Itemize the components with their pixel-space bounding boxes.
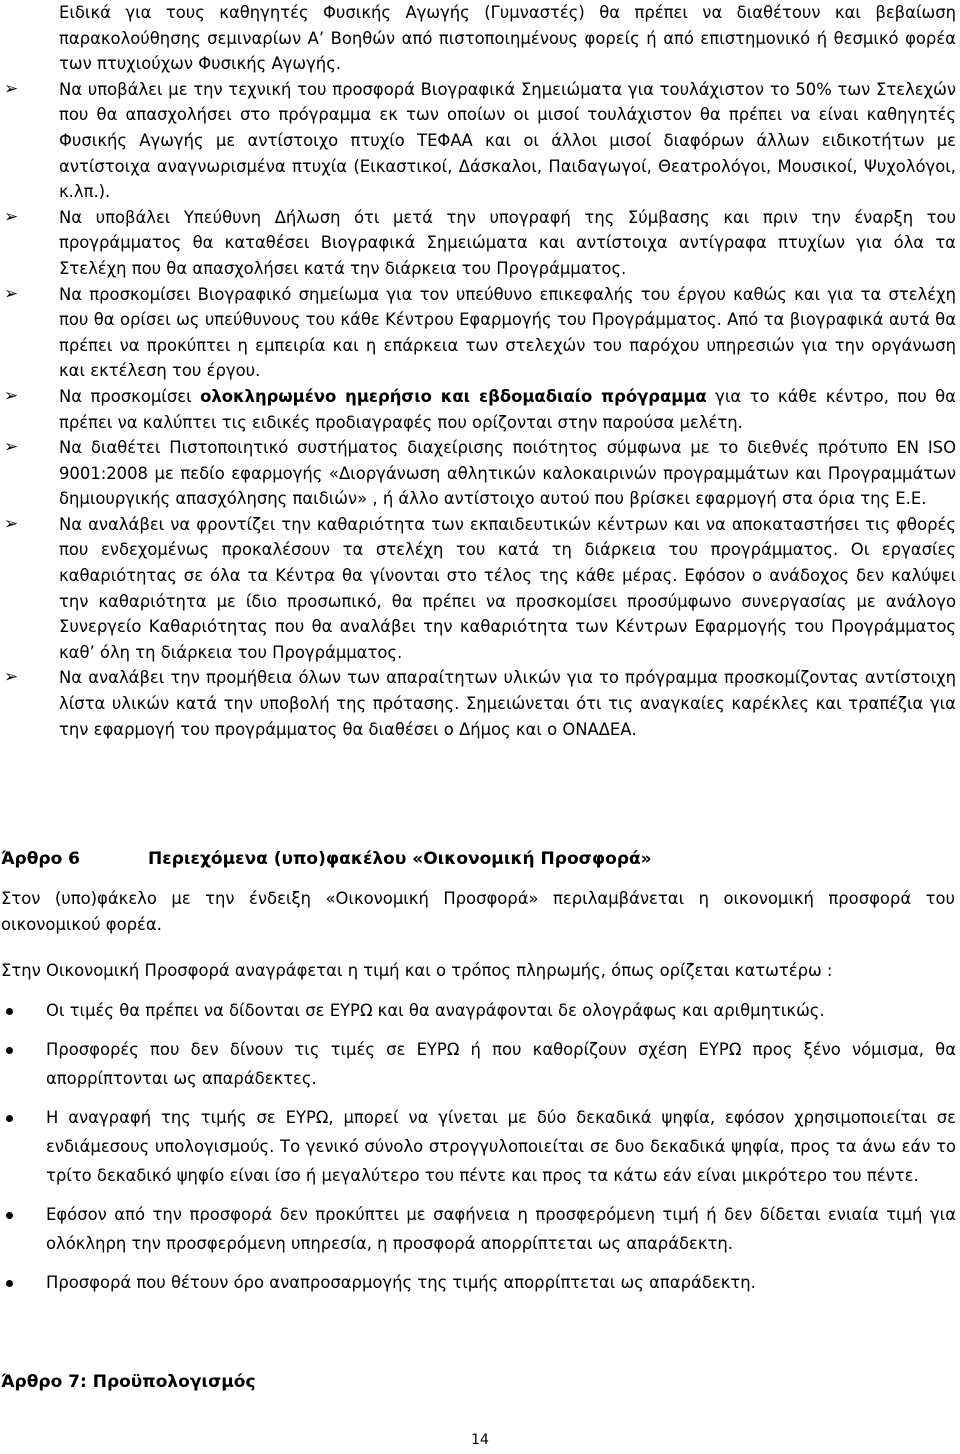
requirement-item — [0, 282, 960, 384]
article-title: Περιεχόμενα (υπο)φακέλου «Οικονομική Προσφορά» — [148, 849, 652, 869]
paragraph-price: Στην Οικονομική Προσφορά αναγράφεται η τιμή και ο τρόπος πληρωμής, όπως ορίζεται κατωτέρω : — [1, 961, 833, 980]
list-item-text: Η αναγραφή της τιμής σε ΕΥΡΩ, μπορεί να γίνεται με δύο δεκαδικά ψηφία, εφόσον χρησιμοποιείται σε ενδιάμεσους υπολογισμούς. Το γενικό σύνολο στρογγυλοποιείται σε δυο δεκαδικά ψηφία, προς τα άνω εάν το τρίτο δεκαδικό ψηφίο είναι ίσο ή μεγαλύτερο του πέντε και προς τα κάτω εάν είναι μικρότερο του πέντε. — [46, 1108, 956, 1185]
page-number: 14 — [471, 1432, 489, 1448]
requirement-text: Να προσκομίσει Βιογραφικό σημείωμα για τον υπεύθυνο επικεφαλής του έργου καθώς και για τα στελέχη που θα ορίσει ως υπεύθυνους του κάθε Κέντρου Εφαρμογής του Προγράμματος. Από τα βιογραφικά αυτά θα πρέπει να προκύπτει η εμπειρία και η επάρκεια των στελεχών του παρόχου υπηρεσιών για την οργάνωση και εκτέλεση του έργου. — [59, 284, 956, 381]
requirement-item — [0, 384, 960, 435]
paragraph-envelope: Στον (υπο)φάκελο με την ένδειξη «Οικονομική Προσφορά» περιλαμβάνεται η οικονομική προσφορά του οικονομικού φορέα. — [1, 889, 955, 934]
article-7-heading: Άρθρο 7: Προϋπολογισμός — [1, 1372, 256, 1392]
requirement-text-start: Να προσκομίσει — [59, 386, 201, 406]
list-item — [0, 1200, 960, 1258]
bullet-dot-icon — [6, 1047, 13, 1054]
requirement-text: Να υποβάλει Υπεύθυνη Δήλωση ότι μετά την υπογραφή της Σύμβασης και πριν την έναρξη του προγράμματος θα καταθέσει Βιογραφικά Σημειώματα και αντίστοιχα αντίγραφα πτυχίων για όλα τα Στελέχη που θα απασχολήσει κατά την διάρκεια του Προγράμματος. — [59, 207, 956, 278]
list-item-text: Οι τιμές θα πρέπει να δίδονται σε ΕΥΡΩ και θα αναγράφονται δε ολογράφως και αριθμητικώς. — [46, 1001, 825, 1020]
bullet-dot-icon — [6, 1280, 13, 1287]
requirement-bold-text: ολοκληρωμένο ημερήσιο και εβδομαδιαίο πρόγραμμα — [200, 386, 707, 406]
requirement-text: Να αναλάβει να φροντίζει την καθαριότητα των εκπαιδευτικών κέντρων και να αποκαταστήσει τις φθορές που ενδεχομένως προκαλέσουν τα στελέχη του κατά τη διάρκεια του προγράμματος. Οι εργασίες καθαριότητας σε όλα τα Κέντρα θα γίνονται στο τέλος της κάθε μέρας. Εφόσον ο ανάδοχος δεν καλύψει την καθαριότητα με ίδιο προσωπικό, θα πρέπει να προσκομίσει προσύμφωνο συνεργασίας με ανάλογο Συνεργείο Καθαριότητας που θα αναλάβει την καθαριότητα των Κέντρων Εφαρμογής του Προγράμματος καθ’ όλη τη διάρκεια του Προγράμματος. — [59, 514, 956, 662]
requirement-item — [0, 0, 960, 77]
requirement-item — [0, 205, 960, 282]
arrow-bullet-icon: ➢ — [4, 437, 19, 458]
arrow-bullet-icon: ➢ — [4, 206, 19, 227]
list-item — [0, 1268, 960, 1297]
bullet-dot-icon — [6, 1115, 13, 1122]
list-item-text: Εφόσον από την προσφορά δεν προκύπτει με σαφήνεια η προσφερόμενη τιμή ή δεν δίδεται ενιαία τιμή για ολόκληρη την προσφερόμενη υπηρεσία, η προσφορά απορρίπτεται ως απαράδεκτη. — [46, 1205, 956, 1253]
arrow-bullet-icon: ➢ — [4, 385, 19, 406]
bullet-dot-icon — [6, 1008, 13, 1015]
requirement-item — [0, 665, 960, 742]
article-number: Άρθρο 6 — [1, 849, 80, 869]
requirement-text: Να διαθέτει Πιστοποιητικό συστήματος διαχείρισης ποιότητος σύμφωνα με το διεθνές πρότυπο EN ISO 9001:2008 με πεδίο εφαρμογής «Διοργάνωση αθλητικών καλοκαιρινών προγραμμάτων και Προγραμμάτων δημιουργικής απασχόλησης παιδιών» , ή άλλο αντίστοιχο αυτού που βρίσκει εφαρμογή στα όρια της Ε.Ε. — [59, 438, 956, 509]
arrow-bullet-icon: ➢ — [4, 283, 19, 304]
requirement-item — [0, 77, 960, 205]
list-item — [0, 1103, 960, 1190]
requirement-text: Να υποβάλει με την τεχνική του προσφορά Βιογραφικά Σημειώματα για τουλάχιστον το 50% των Στελεχών που θα απασχολήσει στο πρόγραμμα εκ των οποίων οι μισοί τουλάχιστον θα πρέπει να είναι καθηγητές Φυσικής Αγωγής με αντίστοιχο πτυχίο ΤΕΦΑΑ και οι άλλοι μισοί διαφόρων άλλων ειδικοτήτων με αντίστοιχα αναγνωρισμένα πτυχία (Εικαστικοί, Δάσκαλοι, Παιδαγωγοί, Θεατρολόγοι, Μουσικοί, Ψυχολόγοι, κ.λπ.). — [59, 79, 956, 202]
arrow-bullet-icon: ➢ — [4, 78, 19, 99]
arrow-bullet-icon: ➢ — [4, 667, 19, 688]
requirement-text: Ειδικά για τους καθηγητές Φυσικής Αγωγής (Γυμναστές) θα πρέπει να διαθέτουν και βεβαίωση παρακολούθησης σεμιναρίων Α’ Βοηθών από πιστοποιημένους φορείς ή από επιστημονικό ή θεσμικό φορέα των πτυχιούχων Φυσικής Αγωγής. — [59, 3, 956, 74]
requirement-item — [0, 435, 960, 512]
bullet-dot-icon — [6, 1212, 13, 1219]
list-item — [0, 1035, 960, 1093]
price-rules-list — [0, 996, 960, 1307]
list-item-text: Προσφορά που θέτουν όρο αναπροσαρμογής της τιμής απορρίπτεται ως απαράδεκτη. — [46, 1273, 756, 1292]
list-item-text: Προσφορές που δεν δίνουν τις τιμές σε ΕΥΡΩ ή που καθορίζουν σχέση ΕΥΡΩ προς ξένο νόμισμα, θα απορρίπτονται ως απαράδεκτες. — [46, 1040, 956, 1088]
requirement-text-end: για το κάθε κέντρο, που θα πρέπει να καλύπτει τις ειδικές προδιαγραφές που ορίζονται στην παρούσα μελέτη. — [59, 386, 956, 432]
requirement-text: Να αναλάβει την προμήθεια όλων των απαραίτητων υλικών για το πρόγραμμα προσκομίζοντας αντίστοιχη λίστα υλικών κατά την υποβολή της πρότασης. Σημειώνεται ότι τις αναγκαίες καρέκλες και τραπέζια για την εφαρμογή του προγράμματος θα διαθέσει ο Δήμος και ο ΟΝΑΔΕΑ. — [59, 668, 956, 739]
list-item — [0, 996, 960, 1025]
requirement-item — [0, 512, 960, 666]
arrow-bullet-icon: ➢ — [4, 513, 19, 534]
